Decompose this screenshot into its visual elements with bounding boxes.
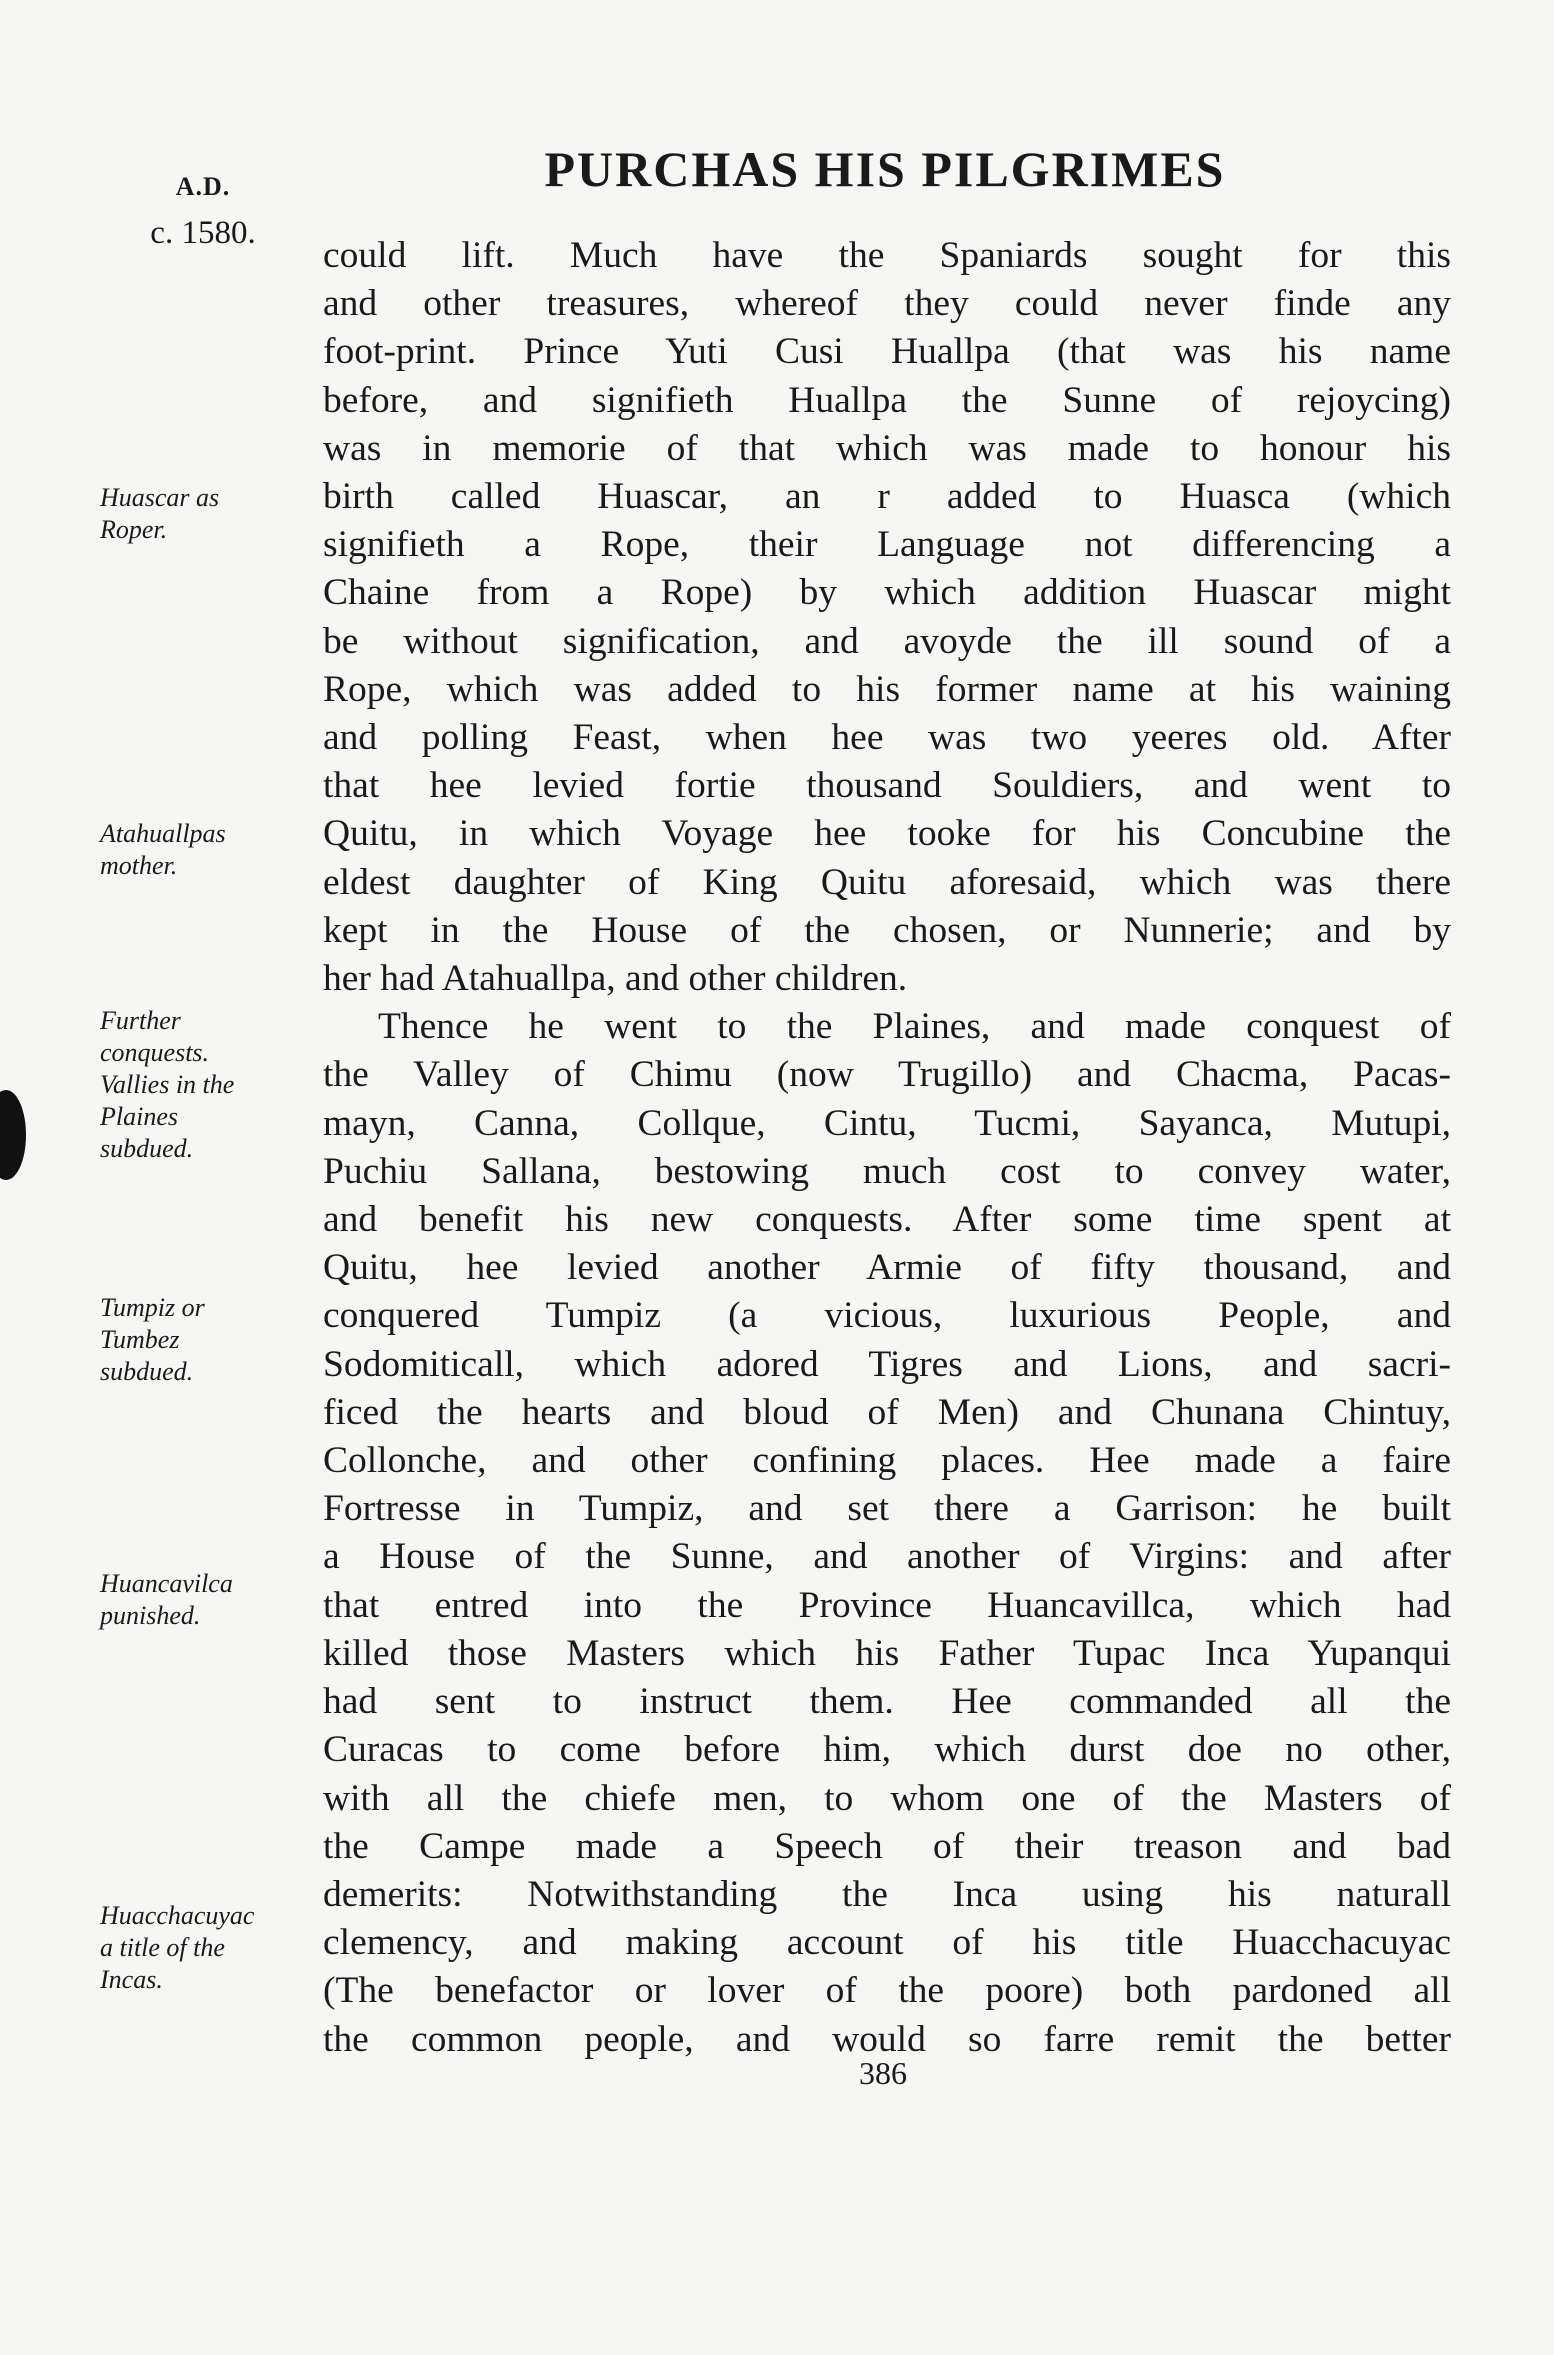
side-note-atahuallpa	[100, 818, 310, 882]
text-line: Chaine from a Rope) by which addition Huascar might	[323, 572, 1451, 614]
scan-smudge	[0, 1090, 26, 1180]
text-line: Quitu, hee levied another Armie of fifty thousand, and	[323, 1247, 1451, 1289]
side-note-line: Huacchacuyac	[100, 1901, 255, 1930]
date-value: c. 1580.	[150, 215, 256, 251]
text-line: and other treasures, whereof they could never finde any	[323, 283, 1451, 325]
text-line: Rope, which was added to his former name at his waining	[323, 668, 1451, 710]
text-line: (The benefactor or lover of the poore) both pardoned all	[323, 1970, 1451, 2012]
text-line: her had Atahuallpa, and other children.	[323, 958, 908, 1000]
text-line: the Valley of Chimu (now Trugillo) and Chacma, Pacas-	[323, 1054, 1451, 1096]
side-note-line: Plaines	[100, 1102, 178, 1131]
date-label: A.D.	[175, 172, 231, 201]
side-note-line: conquests.	[100, 1038, 210, 1067]
side-note-line: Vallies in the	[100, 1070, 235, 1099]
text-line: signifieth a Rope, their Language not differencing a	[323, 524, 1451, 566]
text-line: that hee levied fortie thousand Souldiers, and went to	[323, 765, 1451, 807]
side-note-line: subdued.	[100, 1134, 194, 1163]
side-note-further-conquests	[100, 1005, 310, 1165]
text-line: Sodomiticall, which adored Tigres and Lions, and sacri-	[323, 1343, 1451, 1385]
text-line: killed those Masters which his Father Tupac Inca Yupanqui	[323, 1632, 1451, 1674]
text-line: eldest daughter of King Quitu aforesaid, which was there	[323, 861, 1451, 903]
side-note-line: Tumbez	[100, 1325, 180, 1354]
body-text	[323, 232, 1451, 2064]
side-note-line: Atahuallpas	[100, 819, 226, 848]
text-line: birth called Huascar, an r added to Huasca (which	[323, 476, 1451, 518]
text-line: the Campe made a Speech of their treason and bad	[323, 1825, 1451, 1867]
text-line: Thence he went to the Plaines, and made conquest of	[378, 1006, 1451, 1048]
text-line: kept in the House of the chosen, or Nunnerie; and by	[323, 909, 1451, 951]
text-line: Curacas to come before him, which durst doe no other,	[323, 1729, 1451, 1771]
side-note-line: Incas.	[100, 1965, 163, 1994]
text-line: clemency, and making account of his title Huacchacuyac	[323, 1922, 1451, 1964]
side-note-line: punished.	[100, 1601, 201, 1630]
side-note-line: Huascar as	[100, 483, 220, 512]
text-line: demerits: Notwithstanding the Inca using his naturall	[323, 1873, 1451, 1915]
side-note-line: Roper.	[100, 515, 168, 544]
text-line: Collonche, and other confining places. Hee made a faire	[323, 1440, 1451, 1482]
side-note-line: subdued.	[100, 1357, 194, 1386]
side-note-line: mother.	[100, 851, 178, 880]
margin-date	[118, 165, 288, 255]
text-line: ficed the hearts and bloud of Men) and Chunana Chintuy,	[323, 1391, 1451, 1433]
running-title: PURCHAS HIS PILGRIMES	[544, 141, 1226, 197]
text-line: and polling Feast, when hee was two yeeres old. After	[323, 717, 1451, 759]
text-line: with all the chiefe men, to whom one of the Masters of	[323, 1777, 1451, 1819]
side-note-line: a title of the	[100, 1933, 225, 1962]
side-note-line: Further	[100, 1006, 181, 1035]
text-line: could lift. Much have the Spaniards sought for this	[323, 235, 1451, 276]
page-number: 386	[859, 2055, 907, 2091]
text-line: that entred into the Province Huancavillca, which had	[323, 1584, 1451, 1626]
text-line: and benefit his new conquests. After some time spent at	[323, 1199, 1451, 1241]
side-note-huancavilca	[100, 1568, 310, 1632]
text-line: a House of the Sunne, and another of Virgins: and after	[323, 1536, 1451, 1578]
text-line: conquered Tumpiz (a vicious, luxurious People, and	[323, 1295, 1451, 1337]
side-note-tumpiz	[100, 1292, 310, 1388]
text-line: be without signification, and avoyde the ill sound of a	[323, 620, 1451, 662]
text-line: Puchiu Sallana, bestowing much cost to convey water,	[323, 1150, 1451, 1192]
text-line: had sent to instruct them. Hee commanded all the	[323, 1681, 1451, 1723]
text-line: before, and signifieth Huallpa the Sunne of rejoycing)	[323, 379, 1451, 421]
text-line: Fortresse in Tumpiz, and set there a Garrison: he built	[323, 1488, 1451, 1530]
side-note-huascar	[100, 482, 310, 546]
text-line: Quitu, in which Voyage hee tooke for his Concubine the	[323, 813, 1451, 855]
text-line: the common people, and would so farre remit the better	[323, 2018, 1451, 2060]
text-line: mayn, Canna, Collque, Cintu, Tucmi, Sayanca, Mutupi,	[323, 1102, 1451, 1144]
side-note-line: Tumpiz or	[100, 1293, 205, 1322]
text-line: foot-print. Prince Yuti Cusi Huallpa (that was his name	[323, 331, 1451, 373]
text-line: was in memorie of that which was made to honour his	[323, 427, 1451, 469]
side-note-huacchacuyac	[100, 1900, 310, 1996]
side-note-line: Huancavilca	[100, 1569, 233, 1598]
